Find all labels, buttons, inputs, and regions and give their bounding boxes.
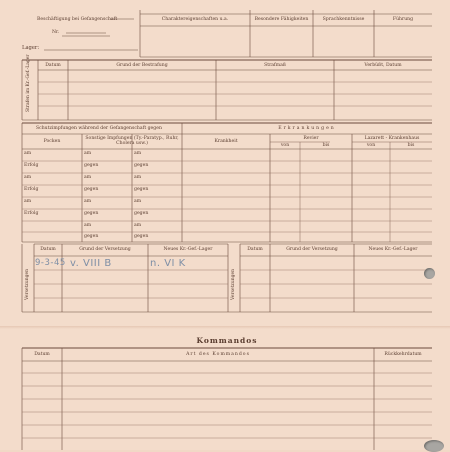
illnesses-header: Erkrankungen bbox=[278, 126, 336, 131]
vacc-row-mid: gegen bbox=[84, 163, 99, 168]
vacc-row-mid: gegen bbox=[84, 211, 99, 216]
vacc-row-right: gegen bbox=[134, 211, 149, 216]
vacc-row-mid: am bbox=[84, 151, 92, 156]
commands-title: Kommandos bbox=[196, 336, 258, 345]
vacc-row-right: gegen bbox=[134, 163, 149, 168]
punch-hole bbox=[424, 440, 444, 452]
punch-hole bbox=[424, 268, 435, 279]
illnesses-col-infirmary: Revier bbox=[303, 136, 319, 141]
penalties-col-served: Verbüßt, Datum bbox=[364, 63, 402, 68]
vacc-row-right: am bbox=[134, 175, 142, 180]
penalties-col-penalty: Strafmaß bbox=[264, 63, 286, 68]
transfers-col-reason: Grund der Versetzung bbox=[79, 247, 131, 252]
commands-col-type: Art des Kommandos bbox=[186, 352, 250, 357]
illnesses-col-infirmary-from: von bbox=[280, 143, 290, 148]
vacc-row-right: am bbox=[134, 199, 142, 204]
vacc-row-right: gegen bbox=[134, 187, 149, 192]
transfers-right-col-reason: Grund der Versetzung bbox=[286, 247, 338, 252]
transfers-col-new-camp: Neues Kr.-Gef.-Lager bbox=[163, 247, 213, 252]
transfers-right-col-new-camp: Neues Kr.-Gef.-Lager bbox=[368, 247, 418, 252]
transfer-entry-to: n. VI K bbox=[150, 258, 186, 269]
vacc-row-left: Erfolg bbox=[24, 211, 39, 216]
skills-label: Besondere Fähigkeiten bbox=[254, 17, 309, 22]
penalties-side-label: Strafen im Kr.-Gef.-Lager bbox=[26, 54, 31, 112]
illnesses-col-hospital: Lazarett - Krankenhaus bbox=[364, 136, 420, 141]
penalties-col-date: Datum bbox=[45, 63, 61, 68]
commands-col-date: Datum bbox=[34, 352, 50, 357]
vacc-row-left: Erfolg bbox=[24, 163, 39, 168]
penalties-col-reason: Grund der Bestrafung bbox=[116, 63, 168, 68]
illnesses-col-hospital-to: bis bbox=[407, 143, 415, 148]
vacc-row-mid: gegen bbox=[84, 187, 99, 192]
transfers-right-col-date: Datum bbox=[247, 247, 263, 252]
vacc-row-mid: am bbox=[84, 175, 92, 180]
number-label: Nr. bbox=[52, 30, 60, 35]
language-label: Sprachkenntnisse bbox=[322, 17, 365, 22]
vacc-row-right: am bbox=[134, 151, 142, 156]
vaccinations-header: Schutzimpfungen während der Gefangenschaft gegen bbox=[36, 126, 162, 131]
vacc-row-left: am bbox=[24, 199, 32, 204]
camp-label: Lager: bbox=[22, 45, 40, 51]
transfers-col-date: Datum bbox=[40, 247, 56, 252]
illnesses-col-illness: Krankheit bbox=[214, 139, 238, 144]
vaccinations-col-pox: Pocken bbox=[43, 139, 61, 144]
vaccinations-col-other: Sonstige Impfungen (Ty.-Paratyp., Ruhr, Cholera usw.) bbox=[85, 136, 179, 146]
vacc-row-left: Erfolg bbox=[24, 187, 39, 192]
vacc-row-mid: gegen bbox=[84, 234, 99, 239]
transfer-entry-from: v. VIII B bbox=[70, 258, 112, 269]
transfer-entry-date: 9-3-45 bbox=[35, 258, 66, 268]
transfers-side-label: Versetzungen bbox=[25, 268, 30, 300]
vacc-row-left: am bbox=[24, 175, 32, 180]
illnesses-col-infirmary-to: bis bbox=[322, 143, 330, 148]
employment-label: Beschäftigung bei Gefangenschaft bbox=[37, 17, 118, 22]
vacc-row-mid: am bbox=[84, 199, 92, 204]
illnesses-col-hospital-from: von bbox=[366, 143, 376, 148]
transfers-right-side-label: Versetzungen bbox=[231, 268, 236, 300]
paper-fold bbox=[0, 326, 450, 329]
vacc-row-mid: am bbox=[84, 223, 92, 228]
conduct-label: Führung bbox=[392, 17, 414, 22]
character-label: Charaktereigenschaften u.a. bbox=[161, 17, 229, 22]
vacc-row-right: gegen bbox=[134, 234, 149, 239]
vacc-row-right: am bbox=[134, 223, 142, 228]
commands-col-return: Rückkehrdatum bbox=[384, 352, 422, 357]
vacc-row-left: am bbox=[24, 151, 32, 156]
